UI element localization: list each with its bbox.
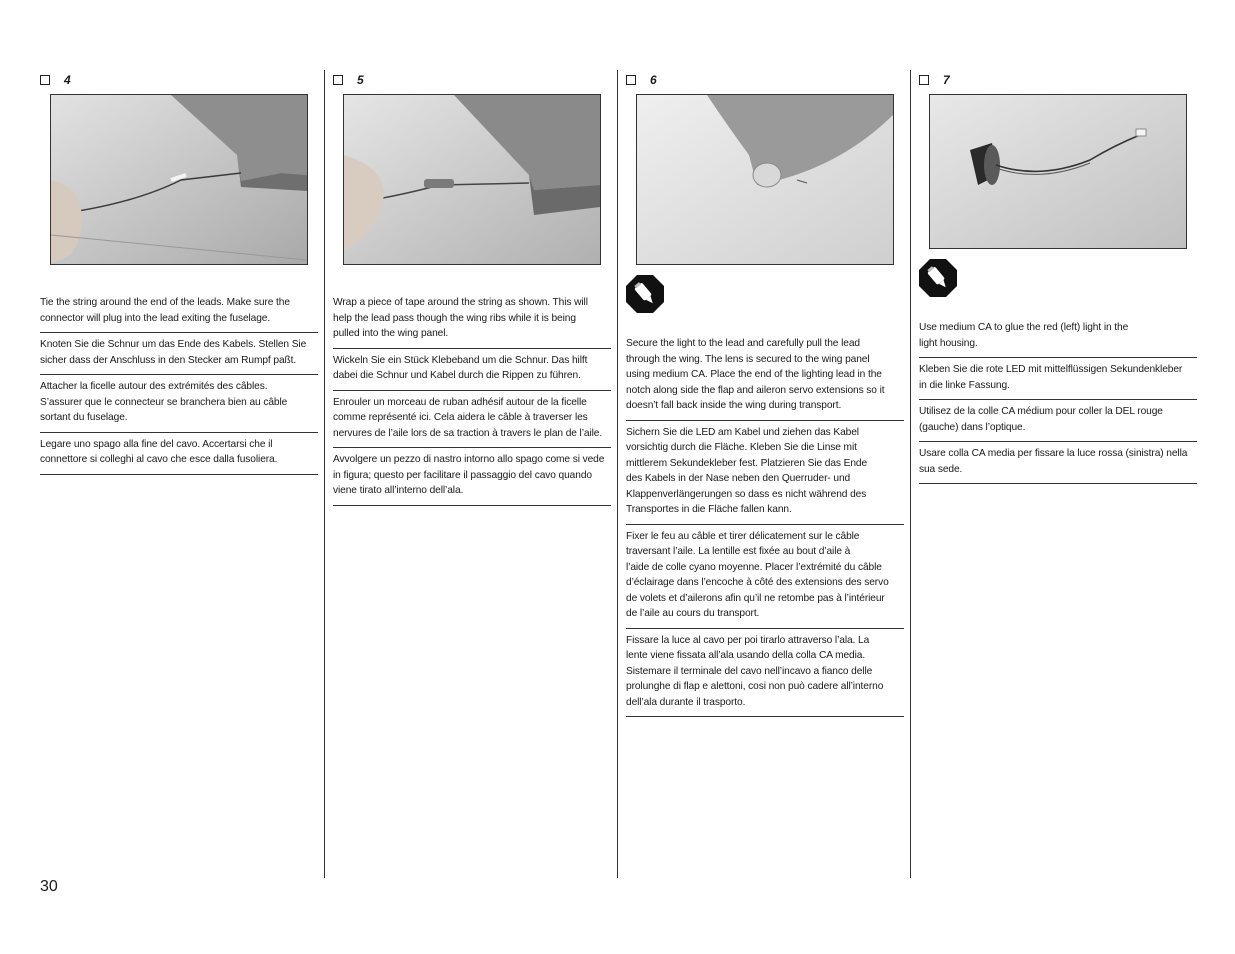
column-divider	[324, 70, 325, 878]
instruction-german: Knoten Sie die Schnur um das Ende des Kabels. Stellen Sie sicher dass der Anschluss in den Stecker am Rumpf paßt.	[40, 333, 318, 375]
step-7	[919, 70, 1197, 484]
page-number: 30	[40, 878, 58, 895]
step-photo	[50, 94, 308, 265]
instruction-english: Secure the light to the lead and carefully pull the lead through the wing. The lens is secured to the wing panel using medium CA. Place the end of the lighting lead in the notch along side the flap and aileron servo extensions so it doesn’t fall back inside the wing during transport.	[626, 332, 904, 421]
instruction-french: Attacher la ficelle autour des extrémités des câbles. S’assurer que le connecteur se branchera bien au câble sortant du fuselage.	[40, 375, 318, 433]
checkbox[interactable]	[626, 75, 636, 85]
instruction-german: Sichern Sie die LED am Kabel und ziehen das Kabel vorsichtig durch die Fläche. Kleben Sie die Linse mit mittlerem Sekundekleber fest. Platzieren Sie das Ende des Kabels in der Nase neben den Querruder- und Klappenverlängerungen so dass es nicht während des Transportes in die Fläche fallen kann.	[626, 421, 904, 525]
step-number: 5	[357, 73, 364, 87]
step-photo	[929, 94, 1187, 249]
step-photo	[343, 94, 601, 265]
instruction-german: Kleben Sie die rote LED mit mittelflüssigen Sekundenkleber in die linke Fassung.	[919, 358, 1197, 400]
checkbox[interactable]	[919, 75, 929, 85]
column-divider	[910, 70, 911, 878]
instruction-english: Tie the string around the end of the leads. Make sure the connector will plug into the lead exiting the fuselage.	[40, 291, 318, 333]
instruction-italian: Fissare la luce al cavo per poi tirarlo attraverso l’ala. La lente viene fissata all’ala usando della colla CA media. Sistemare il terminale del cavo nell’incavo a fianco delle prolunghe di flap e alettoni, cosi non può cadere all’interno dell’ala durante il trasporto.	[626, 629, 904, 718]
checkbox[interactable]	[40, 75, 50, 85]
step-number: 7	[943, 73, 950, 87]
step-number: 4	[64, 73, 71, 87]
ca-glue-bottle-icon	[626, 275, 664, 313]
instruction-italian: Avvolgere un pezzo di nastro intorno allo spago come si vede in figura; questo per facilitare il passaggio del cavo quando viene tirato all’interno dell’ala.	[333, 448, 611, 506]
instruction-english: Wrap a piece of tape around the string as shown. This will help the lead pass though the wing ribs while it is being pulled into the wing panel.	[333, 291, 611, 349]
step-4	[40, 70, 318, 475]
checkbox[interactable]	[333, 75, 343, 85]
step-5	[333, 70, 611, 506]
instruction-french: Utilisez de la colle CA médium pour coller la DEL rouge (gauche) dans l’optique.	[919, 400, 1197, 442]
ca-glue-bottle-icon	[919, 259, 957, 297]
column-divider	[617, 70, 618, 878]
step-header	[626, 70, 904, 90]
step-6	[626, 70, 904, 717]
instruction-italian: Usare colla CA media per fissare la luce rossa (sinistra) nella sua sede.	[919, 442, 1197, 484]
step-header	[333, 70, 611, 90]
instruction-english: Use medium CA to glue the red (left) light in the light housing.	[919, 316, 1197, 358]
step-header	[40, 70, 318, 90]
instruction-german: Wickeln Sie ein Stück Klebeband um die Schnur. Das hilft dabei die Schnur und Kabel durch die Rippen zu führen.	[333, 349, 611, 391]
instruction-french: Fixer le feu au câble et tirer délicatement sur le câble traversant l’aile. La lentille est fixée au bout d’aile à l’aide de colle cyano moyenne. Placer l’extrémité du câble d’éclairage dans l’encoche à côté des extensions des servo de volets et d’ailerons afin qu’il ne retombe pas à l’intérieur de l’aile au cours du transport.	[626, 525, 904, 629]
step-photo	[636, 94, 894, 265]
instruction-french: Enrouler un morceau de ruban adhésif autour de la ficelle comme représenté ici. Cela aidera le câble à traverser les nervures de l’aile lors de sa traction à travers le plan de l’aile.	[333, 391, 611, 449]
step-header	[919, 70, 1197, 90]
instruction-italian: Legare uno spago alla fine del cavo. Accertarsi che il connettore si colleghi al cavo che esce dalla fusoliera.	[40, 433, 318, 475]
step-number: 6	[650, 73, 657, 87]
